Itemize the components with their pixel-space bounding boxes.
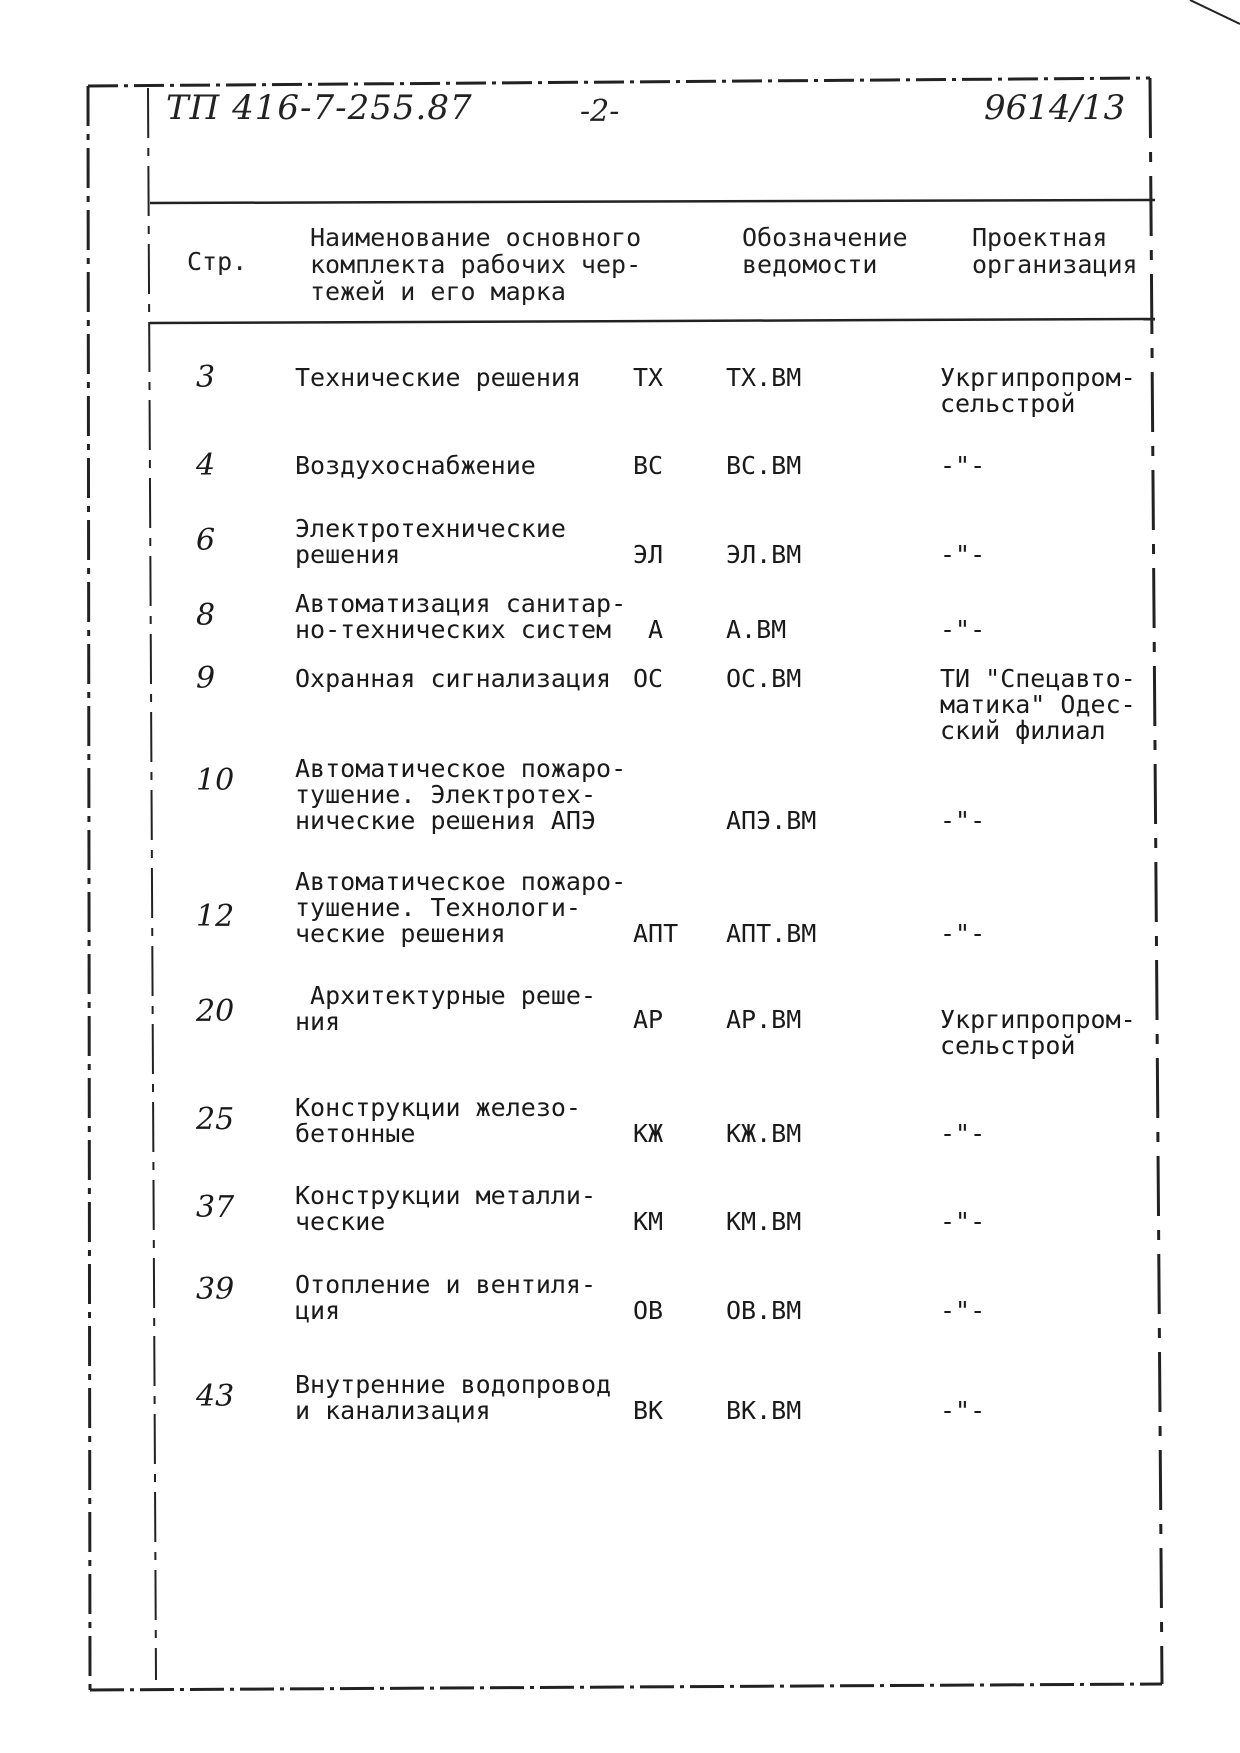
row-page: 3 — [196, 360, 216, 395]
row-page: 6 — [196, 523, 216, 558]
inventory-number: 9614/13 — [984, 88, 1126, 128]
document-id: ТП 416-7-255.87 — [166, 88, 473, 128]
row-organization: -"- — [940, 1296, 986, 1325]
row-name: Отопление и вентиля- ция — [295, 1270, 597, 1325]
row-page: 25 — [196, 1102, 235, 1137]
page-number: -2- — [580, 94, 620, 129]
row-organization: -"- — [940, 919, 986, 948]
row-page: 10 — [196, 763, 235, 798]
row-organization: -"- — [940, 615, 986, 644]
row-mark: А — [648, 615, 664, 644]
row-page: 12 — [196, 899, 235, 934]
row-mark: АПТ — [633, 919, 679, 948]
row-code: ЭЛ.ВМ — [726, 540, 802, 569]
row-organization: -"- — [940, 806, 986, 835]
row-name: Электротехнические решения — [295, 514, 566, 569]
row-code: КМ.ВМ — [726, 1207, 802, 1236]
row-code: АР.ВМ — [726, 1005, 802, 1034]
row-organization: Укргипропром- сельстрой — [940, 1005, 1136, 1060]
row-page: 37 — [196, 1190, 235, 1225]
row-name: Охранная сигнализация — [295, 664, 612, 693]
row-name: Автоматизация санитар- но-технических систем — [295, 589, 627, 644]
row-mark: КМ — [633, 1207, 664, 1236]
row-organization: -"- — [940, 1119, 986, 1148]
row-organization: -"- — [940, 1396, 986, 1425]
row-mark: ОВ — [633, 1296, 664, 1325]
row-organization: ТИ "Спецавто- матика" Одес- ский филиал — [940, 664, 1136, 745]
column-header-page: Стр. — [187, 247, 248, 276]
column-header-name: Наименование основного комплекта рабочих чер- тежей и его марка — [310, 223, 642, 306]
column-header-code: Обозначение ведомости — [742, 223, 908, 279]
row-organization: -"- — [940, 451, 986, 480]
row-name: Автоматическое пожаро- тушение. Электротех- нические решения АПЭ — [295, 754, 627, 835]
row-page: 20 — [196, 994, 235, 1029]
row-code: АПТ.ВМ — [726, 919, 817, 948]
row-name: Технические решения — [295, 363, 581, 392]
row-name: Конструкции железо- бетонные — [295, 1093, 581, 1148]
row-code: ВК.ВМ — [726, 1396, 802, 1425]
row-organization: Укргипропром- сельстрой — [940, 363, 1136, 418]
row-page: 39 — [196, 1272, 235, 1307]
row-mark: ВС — [633, 451, 664, 480]
row-name: Внутренние водопровод и канализация — [295, 1370, 612, 1425]
row-page: 4 — [196, 448, 216, 483]
row-code: ВС.ВМ — [726, 451, 802, 480]
row-mark: ТХ — [633, 363, 664, 392]
row-code: АПЭ.ВМ — [726, 806, 817, 835]
row-name: Архитектурные реше- ния — [295, 981, 597, 1036]
row-code: ОВ.ВМ — [726, 1296, 802, 1325]
row-mark: АР — [633, 1005, 664, 1034]
row-page: 43 — [196, 1379, 235, 1414]
row-mark: ВК — [633, 1396, 664, 1425]
row-mark: ОС — [633, 664, 664, 693]
column-header-organization: Проектная организация — [972, 223, 1138, 279]
row-page: 9 — [196, 661, 216, 696]
row-name: Воздухоснабжение — [295, 451, 536, 480]
row-code: ОС.ВМ — [726, 664, 802, 693]
row-mark: ЭЛ — [633, 540, 664, 569]
row-organization: -"- — [940, 1207, 986, 1236]
row-code: А.ВМ — [726, 615, 787, 644]
row-name: Конструкции металли- ческие — [295, 1181, 597, 1236]
row-organization: -"- — [940, 540, 986, 569]
row-code: КЖ.ВМ — [726, 1119, 802, 1148]
row-code: ТХ.ВМ — [726, 363, 802, 392]
row-name: Автоматическое пожаро- тушение. Технологи- ческие решения — [295, 867, 627, 948]
row-mark: КЖ — [633, 1119, 664, 1148]
row-page: 8 — [196, 598, 216, 633]
